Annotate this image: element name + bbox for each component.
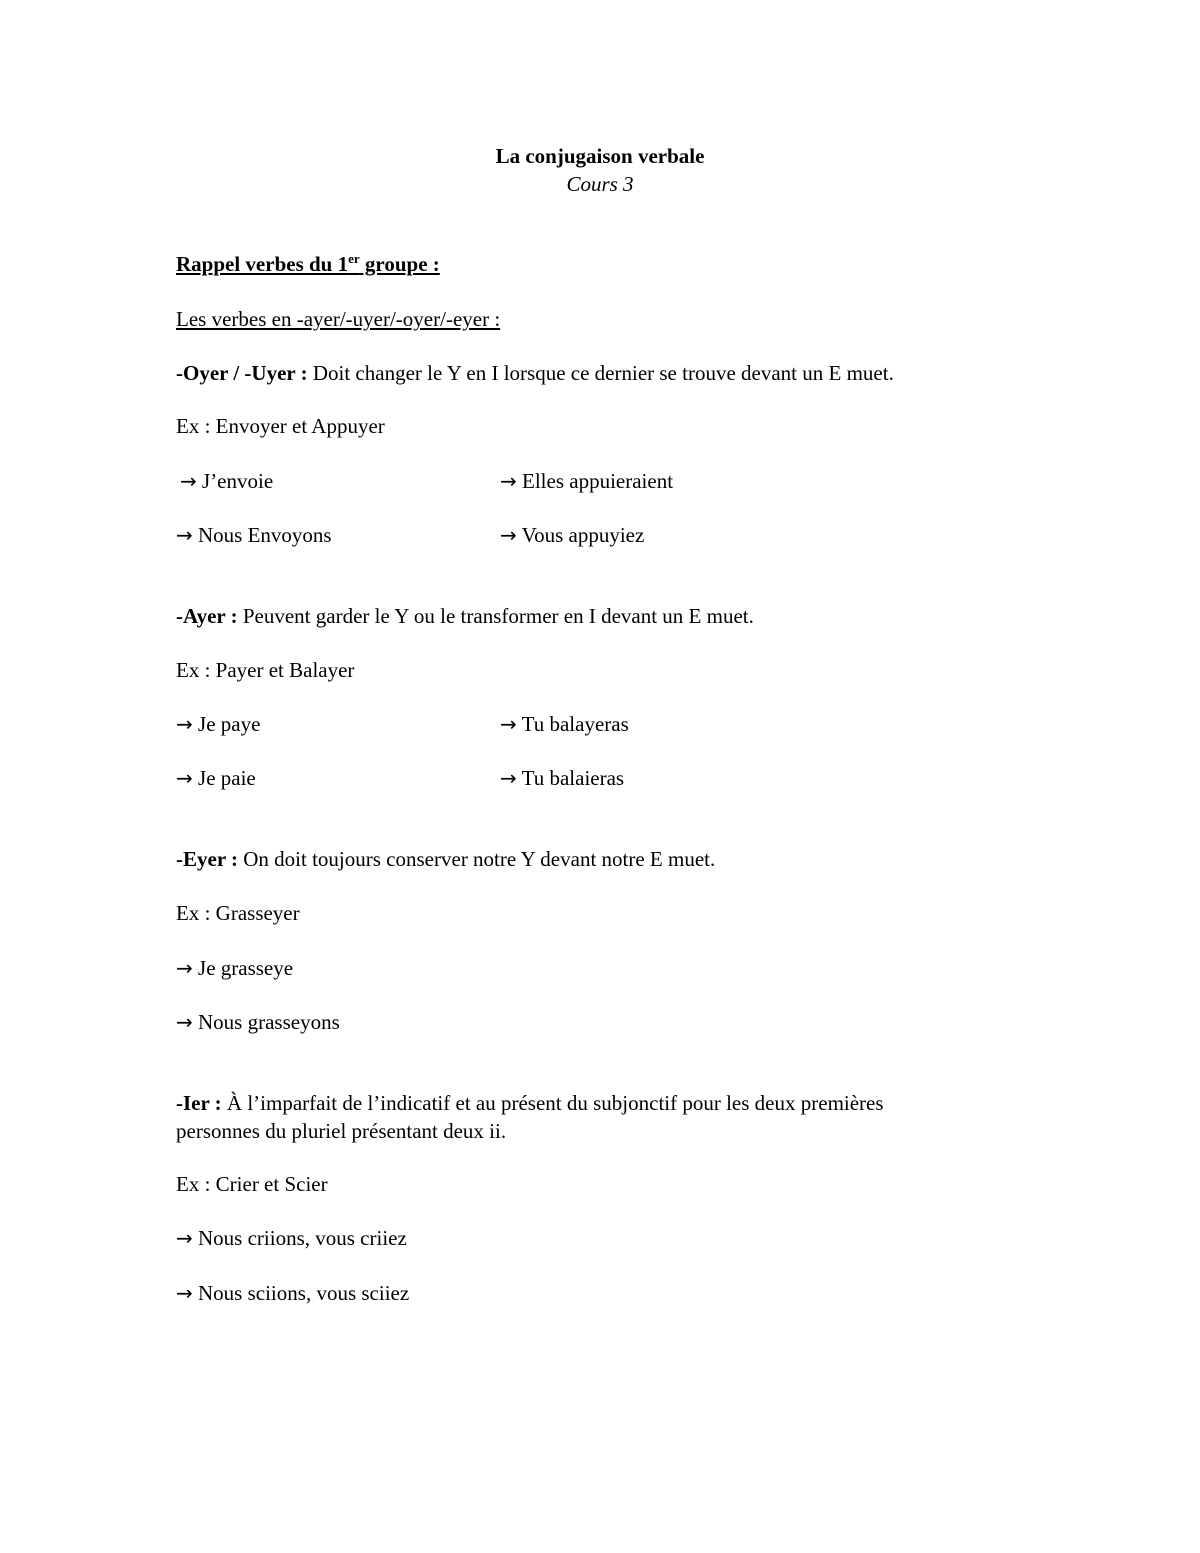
arrow-right-icon: → (500, 469, 517, 493)
arrow-right-icon: → (176, 1281, 193, 1305)
conjugation-item: → Je grasseye (176, 956, 294, 980)
rule-label: -Ier : (176, 1091, 222, 1115)
conjugation-item: → Nous grasseyons (176, 1010, 340, 1034)
example-oyer: Ex : Envoyer et Appuyer (176, 414, 385, 438)
arrow-right-icon: → (500, 712, 517, 736)
conjugation-item: → Tu balaieras (500, 766, 625, 790)
arrow-right-icon: → (176, 1010, 193, 1034)
rule-text: Doit changer le Y en I lorsque ce dernier se trouve devant un E muet. (307, 361, 894, 385)
conjugation-item: → Nous criions, vous criiez (176, 1226, 407, 1250)
rule-text: À l’imparfait de l’indicatif et au présent du subjonctif pour les deux premières (221, 1091, 884, 1115)
arrow-right-icon: → (500, 523, 517, 547)
document-title: La conjugaison verbale (495, 144, 705, 168)
conjugation-item: → Tu balayeras (500, 712, 629, 736)
conjugation-item: → Nous Envoyons (176, 523, 332, 547)
arrow-right-icon: → (180, 469, 197, 493)
conjugation-item: → Je paye (176, 712, 261, 736)
arrow-right-icon: → (176, 523, 193, 547)
arrow-right-icon: → (176, 956, 193, 980)
rule-label: -Ayer : (176, 604, 238, 628)
conjugation-item: → Je paie (176, 766, 256, 790)
rule-ayer (176, 602, 754, 630)
rule-text: On doit toujours conserver notre Y devant notre E muet. (238, 847, 716, 871)
arrow-right-icon: → (176, 766, 193, 790)
conjugation-item: → Nous sciions, vous sciiez (176, 1281, 410, 1305)
rule-ier (176, 1089, 884, 1117)
section-subheading: Les verbes en -ayer/-uyer/-oyer/-eyer : (176, 307, 501, 331)
rule-label: -Oyer / -Uyer : (176, 361, 308, 385)
rule-oyer-uyer (176, 359, 894, 387)
arrow-right-icon: → (500, 766, 517, 790)
arrow-right-icon: → (176, 712, 193, 736)
conjugation-item: → J’envoie (180, 469, 274, 493)
arrow-right-icon: → (176, 1226, 193, 1250)
example-ier: Ex : Crier et Scier (176, 1172, 328, 1196)
example-eyer: Ex : Grasseyer (176, 901, 300, 925)
conjugation-item: → Vous appuyiez (500, 523, 645, 547)
conjugation-item: → Elles appuieraient (500, 469, 674, 493)
section-heading: Rappel verbes du 1er groupe : (176, 251, 440, 276)
document-subtitle: Cours 3 (566, 172, 634, 196)
rule-label: -Eyer : (176, 847, 239, 871)
rule-eyer (176, 845, 715, 873)
example-ayer: Ex : Payer et Balayer (176, 658, 355, 682)
rule-ier-continued: personnes du pluriel présentant deux ii. (176, 1119, 507, 1143)
rule-text: Peuvent garder le Y ou le transformer en I devant un E muet. (237, 604, 754, 628)
